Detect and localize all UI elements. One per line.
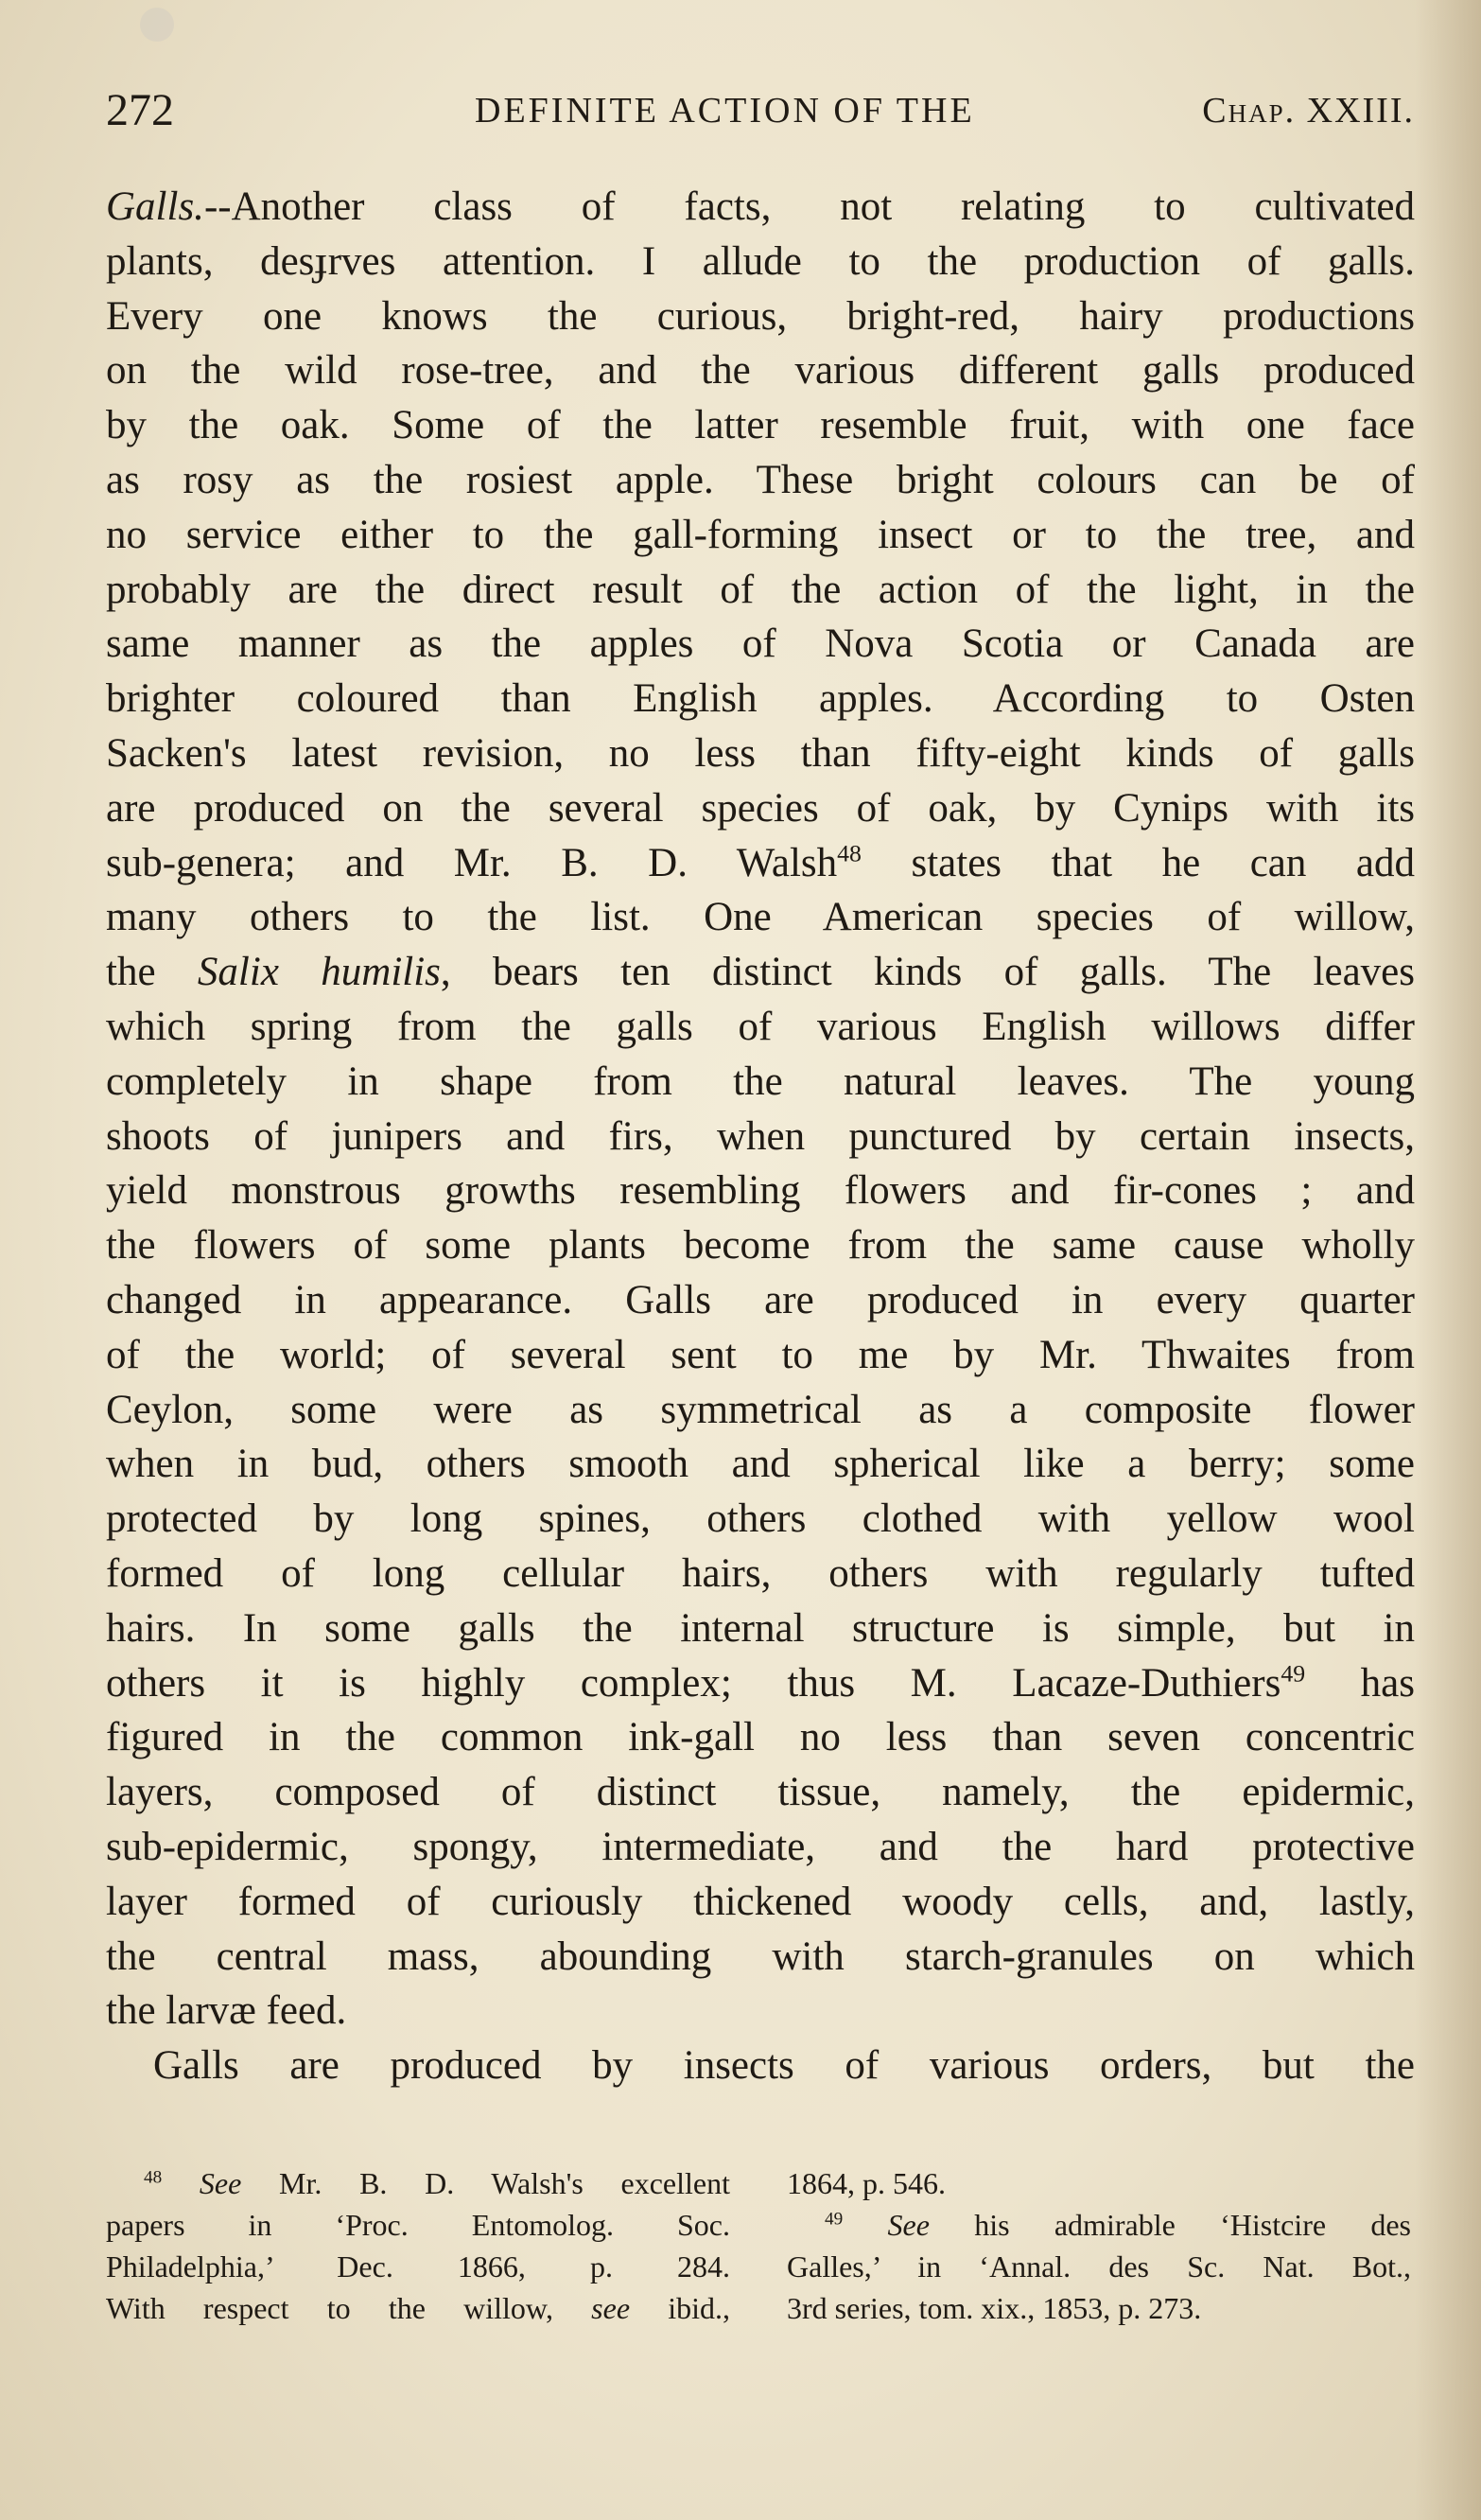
text-segment: changed in appearance. Galls are produced in every quarter (106, 1277, 1415, 1322)
text-line (106, 1383, 1415, 1438)
text-segment: when in bud, others smooth and spherical like a berry; some (106, 1442, 1415, 1487)
text-segment: of the world; of several sent to me by Mr. Thwaites from (106, 1332, 1415, 1377)
footnote-text: Philadelphia,’ Dec. 1866, p. 284. (106, 2249, 730, 2284)
text-segment: Galls are produced by insects of various orders, but the (153, 2043, 1415, 2089)
text-line (106, 508, 1415, 563)
text-segment: layer formed of curiously thickened woody cells, and, lastly, (106, 1879, 1415, 1924)
footnote-text: Mr. B. D. Walsh's excellent (241, 2166, 731, 2200)
text-segment: others it is highly complex; thus M. Lacaze-Duthiers (106, 1660, 1281, 1706)
footnote-reference: 49 (1281, 1659, 1306, 1688)
footnote-line (106, 2162, 730, 2204)
text-line (106, 1601, 1415, 1656)
text-segment: figured in the common ink-gall no less than seven concentric (106, 1715, 1415, 1760)
italic-text: Galls. (106, 184, 204, 229)
text-line (106, 235, 1415, 289)
page-header (106, 78, 1415, 144)
footnote-line (106, 2246, 730, 2287)
text-segment: states that he can add (861, 840, 1415, 885)
text-segment: the larvæ feed. (106, 1988, 347, 2034)
text-line (106, 890, 1415, 945)
footnote-text: 3rd series, tom. xix., 1853, p. 273. (787, 2291, 1202, 2325)
body-text (106, 180, 1415, 2093)
text-line (106, 1164, 1415, 1218)
text-segment: layers, composed of distinct tissue, namely, the epidermic, (106, 1770, 1415, 1815)
text-segment: formed of long cellular hairs, others with regularly tufted (106, 1550, 1415, 1596)
text-line (106, 1820, 1415, 1875)
text-segment: yield monstrous growths resembling flowers and fir-cones ; and (106, 1168, 1415, 1214)
text-segment: on the wild rose-tree, and the various different galls produced (106, 348, 1415, 394)
footnote-line (106, 2204, 730, 2246)
text-segment: by the oak. Some of the latter resemble fruit, with one face (106, 403, 1415, 448)
footnote-text: With respect to the willow, (106, 2291, 592, 2325)
spine-shadow (1415, 0, 1481, 2520)
footnote-line (787, 2204, 1411, 2246)
text-line (106, 1930, 1415, 1985)
text-segment: as rosy as the rosiest apple. These bright colours can be of (106, 457, 1415, 502)
text-line (106, 945, 1415, 1000)
footnote-text: 1864, p. 546. (787, 2166, 946, 2200)
text-line (106, 398, 1415, 453)
footnotes (106, 2162, 1415, 2333)
text-segment: probably are the direct result of the action of the light, in the (106, 567, 1415, 612)
text-segment: , bears ten distinct kinds of galls. The leaves (440, 950, 1415, 995)
text-line (106, 2039, 1415, 2093)
footnote-text: Galles,’ in ‘Annal. des Sc. Nat. Bot., (787, 2249, 1411, 2284)
text-line (106, 343, 1415, 398)
footnote-text: ibid., (630, 2291, 731, 2325)
text-line (106, 672, 1415, 726)
text-line (106, 1765, 1415, 1820)
text-line (106, 1218, 1415, 1273)
footnote-number: 48 (144, 2167, 163, 2188)
text-line (106, 1547, 1415, 1601)
text-line (106, 1984, 1415, 2039)
text-segment: sub-genera; and Mr. B. D. Walsh (106, 840, 838, 885)
italic-text: See (199, 2166, 242, 2200)
footnote-text: papers in ‘Proc. Entomolog. Soc. (106, 2208, 730, 2242)
paper-stain (140, 8, 174, 42)
text-line (106, 781, 1415, 836)
italic-text: See (887, 2208, 930, 2242)
text-segment: Ceylon, some were as symmetrical as a composite flower (106, 1387, 1415, 1432)
text-line (106, 1055, 1415, 1110)
text-line (106, 1710, 1415, 1765)
text-line (106, 617, 1415, 672)
text-line (106, 1656, 1415, 1711)
text-segment: the central mass, abounding with starch-granules on which (106, 1934, 1415, 1979)
text-line (106, 453, 1415, 508)
footnote-reference: 48 (837, 839, 862, 867)
text-segment: completely in shape from the natural leaves. The young (106, 1059, 1415, 1104)
text-line (106, 1110, 1415, 1164)
text-line (106, 180, 1415, 235)
text-line (106, 289, 1415, 344)
text-segment: same manner as the apples of Nova Scotia or Canada are (106, 621, 1415, 667)
text-line (106, 1437, 1415, 1492)
footnote-line (787, 2246, 1411, 2287)
text-segment: the (106, 950, 198, 995)
footnote-line (106, 2287, 730, 2329)
text-segment: sub-epidermic, spongy, intermediate, and the hard protective (106, 1824, 1415, 1869)
italic-text: see (591, 2291, 631, 2325)
footnotes-left-column (106, 2162, 730, 2329)
text-segment: Every one knows the curious, bright-red, hairy productions (106, 293, 1415, 339)
text-segment: --Another class of facts, not relating to cultivated (203, 184, 1415, 229)
text-segment: hairs. In some galls the internal structure is simple, but in (106, 1605, 1415, 1651)
footnote-line (787, 2162, 1411, 2204)
text-segment: has (1305, 1660, 1415, 1706)
text-line (106, 836, 1415, 891)
text-line (106, 1000, 1415, 1055)
footnotes-right-column (787, 2162, 1411, 2329)
running-title: DEFINITE ACTION OF THE (475, 91, 975, 131)
text-segment: which spring from the galls of various English willows differ (106, 1004, 1415, 1049)
text-line (106, 726, 1415, 781)
text-segment: shoots of junipers and firs, when punctured by certain insects, (106, 1113, 1415, 1159)
text-segment: many others to the list. One American species of willow, (106, 895, 1415, 940)
text-line (106, 1328, 1415, 1383)
text-segment: are produced on the several species of oak, by Cynips with its (106, 785, 1415, 831)
text-line (106, 1492, 1415, 1547)
chapter-label: Chap. XXIII. (1202, 91, 1415, 131)
text-line (106, 1875, 1415, 1930)
footnote-number: 49 (825, 2209, 844, 2230)
footnote-line (787, 2287, 1411, 2329)
text-line (106, 1273, 1415, 1328)
text-segment: brighter coloured than English apples. According to Osten (106, 676, 1415, 722)
text-segment: Sacken's latest revision, no less than fifty-eight kinds of galls (106, 730, 1415, 776)
text-segment: no service either to the gall-forming insect or to the tree, and (106, 512, 1415, 557)
text-segment: plants, desɟrves attention. I allude to the production of galls. (106, 238, 1415, 284)
page-number: 272 (106, 85, 174, 135)
text-segment: the flowers of some plants become from the same cause wholly (106, 1223, 1415, 1269)
text-segment: protected by long spines, others clothed with yellow wool (106, 1496, 1415, 1542)
text-line (106, 563, 1415, 618)
footnote-text: his admirable ‘Histcire des (929, 2208, 1412, 2242)
italic-text: Salix humilis (197, 950, 441, 995)
